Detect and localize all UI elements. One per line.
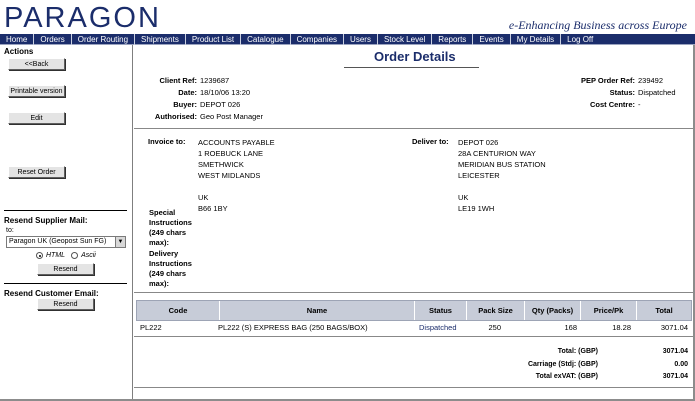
html-radio-label: HTML [46, 252, 66, 259]
divider [134, 128, 695, 129]
carriage-value: 0.00 [674, 361, 688, 368]
html-radio[interactable] [36, 252, 43, 259]
title-underline [344, 67, 479, 68]
nav-orders[interactable]: Orders [34, 34, 71, 45]
nav-log-off[interactable]: Log Off [567, 34, 594, 44]
row-price: 18.28 [612, 323, 631, 332]
total-exvat-label: Total exVAT: (GBP) [535, 373, 598, 380]
authorised-value: Geo Post Manager [200, 112, 263, 121]
cost-centre-label: Cost Centre: [589, 100, 635, 109]
col-qty: Qty (Packs) [524, 301, 580, 320]
row-code: PL222 [140, 323, 162, 332]
to-label: to: [6, 227, 14, 234]
nav-order-routing[interactable]: Order Routing [72, 34, 135, 45]
supplier-select[interactable] [6, 236, 126, 248]
invoice-to-label: Invoice to: [148, 137, 186, 146]
ascii-radio[interactable] [71, 252, 78, 259]
col-status: Status [414, 301, 466, 320]
authorised-label: Authorised: [154, 112, 197, 121]
divider [134, 292, 695, 293]
nav-shipments[interactable]: Shipments [135, 34, 186, 45]
row-status: Dispatched [419, 323, 457, 332]
total-exvat-value: 3071.04 [662, 373, 688, 380]
nav-events[interactable]: Events [473, 34, 510, 45]
row-total: 3071.04 [660, 323, 688, 332]
buyer-value: DEPOT 026 [200, 100, 241, 109]
ascii-radio-label: Ascii [81, 252, 96, 259]
client-ref-label: Client Ref: [159, 76, 197, 85]
nav-stock-level[interactable]: Stock Level [378, 34, 432, 45]
chevron-down-icon[interactable]: ▼ [115, 237, 125, 247]
special-instructions-label: Special Instructions (249 chars max): [149, 208, 192, 247]
divider [4, 210, 127, 211]
resend-supplier-button[interactable]: Resend [37, 263, 94, 275]
divider [134, 387, 695, 388]
pep-ref-label: PEP Order Ref: [580, 76, 635, 85]
edit-button[interactable]: Edit [8, 112, 65, 124]
divider [4, 283, 127, 284]
header [0, 0, 695, 34]
status-label: Status: [609, 88, 635, 97]
carriage-label: Carriage (Stdj: (GBP) [527, 361, 598, 368]
pep-ref-value: 239492 [638, 76, 664, 85]
buyer-label: Buyer: [173, 100, 197, 109]
resend-customer-title: Resend Customer Email: [4, 289, 99, 298]
cost-centre-value: - [638, 100, 641, 109]
total-label: Total: (GBP) [557, 348, 598, 355]
paragon-logo: PARAGON [4, 2, 161, 34]
divider [134, 336, 695, 337]
invoice-address: ACCOUNTS PAYABLE 1 ROEBUCK LANE SMETHWICK WEST MIDLANDS UK B66 1BY [198, 138, 275, 213]
col-price: Price/Pk [580, 301, 636, 320]
sidebar [0, 45, 133, 401]
client-ref-value: 1239687 [200, 76, 230, 85]
globe-icon: O [113, 2, 138, 34]
nav-product-list[interactable]: Product List [186, 34, 241, 45]
page-title: Order Details [374, 49, 456, 64]
items-table-header [136, 300, 692, 321]
date-label: Date: [178, 88, 197, 97]
col-name: Name [219, 301, 414, 320]
nav-companies[interactable]: Companies [291, 34, 344, 45]
col-code: Code [168, 305, 188, 315]
resend-customer-button[interactable]: Resend [37, 298, 94, 310]
tagline: e-Enhancing Business across Europe [508, 18, 687, 32]
nav-catalogue[interactable]: Catalogue [241, 34, 290, 45]
format-radio-group [36, 252, 96, 259]
total-value: 3071.04 [662, 348, 688, 355]
main-nav [0, 34, 695, 45]
col-pack-size: Pack Size [466, 301, 524, 320]
nav-my-details[interactable]: My Details [511, 34, 561, 45]
back-button[interactable]: <<Back [8, 58, 65, 70]
resend-supplier-title: Resend Supplier Mail: [4, 216, 88, 225]
status-value: Dispatched [638, 88, 676, 97]
delivery-instructions-label: Delivery Instructions (249 chars max): [149, 249, 192, 288]
row-name: PL222 (S) EXPRESS BAG (250 BAGS/BOX) [218, 323, 368, 332]
nav-home[interactable]: Home [0, 34, 34, 45]
supplier-select-value: Paragon UK (Geopost Sun FG) [9, 238, 107, 245]
col-total: Total [636, 301, 691, 320]
deliver-to-label: Deliver to: [412, 137, 449, 146]
actions-title: Actions [4, 47, 34, 56]
printable-version-button[interactable]: Printable version [8, 85, 65, 97]
nav-users[interactable]: Users [344, 34, 378, 45]
delivery-address: DEPOT 026 28A CENTURION WAY MERIDIAN BUS STATION LEICESTER UK LE19 1WH [458, 138, 546, 213]
date-value: 18/10/06 13:20 [200, 88, 251, 97]
order-details-panel [134, 45, 695, 401]
row-qty: 168 [564, 323, 577, 332]
row-pack-size: 250 [488, 323, 501, 332]
nav-reports[interactable]: Reports [432, 34, 473, 45]
reset-order-button[interactable]: Reset Order [8, 166, 65, 178]
